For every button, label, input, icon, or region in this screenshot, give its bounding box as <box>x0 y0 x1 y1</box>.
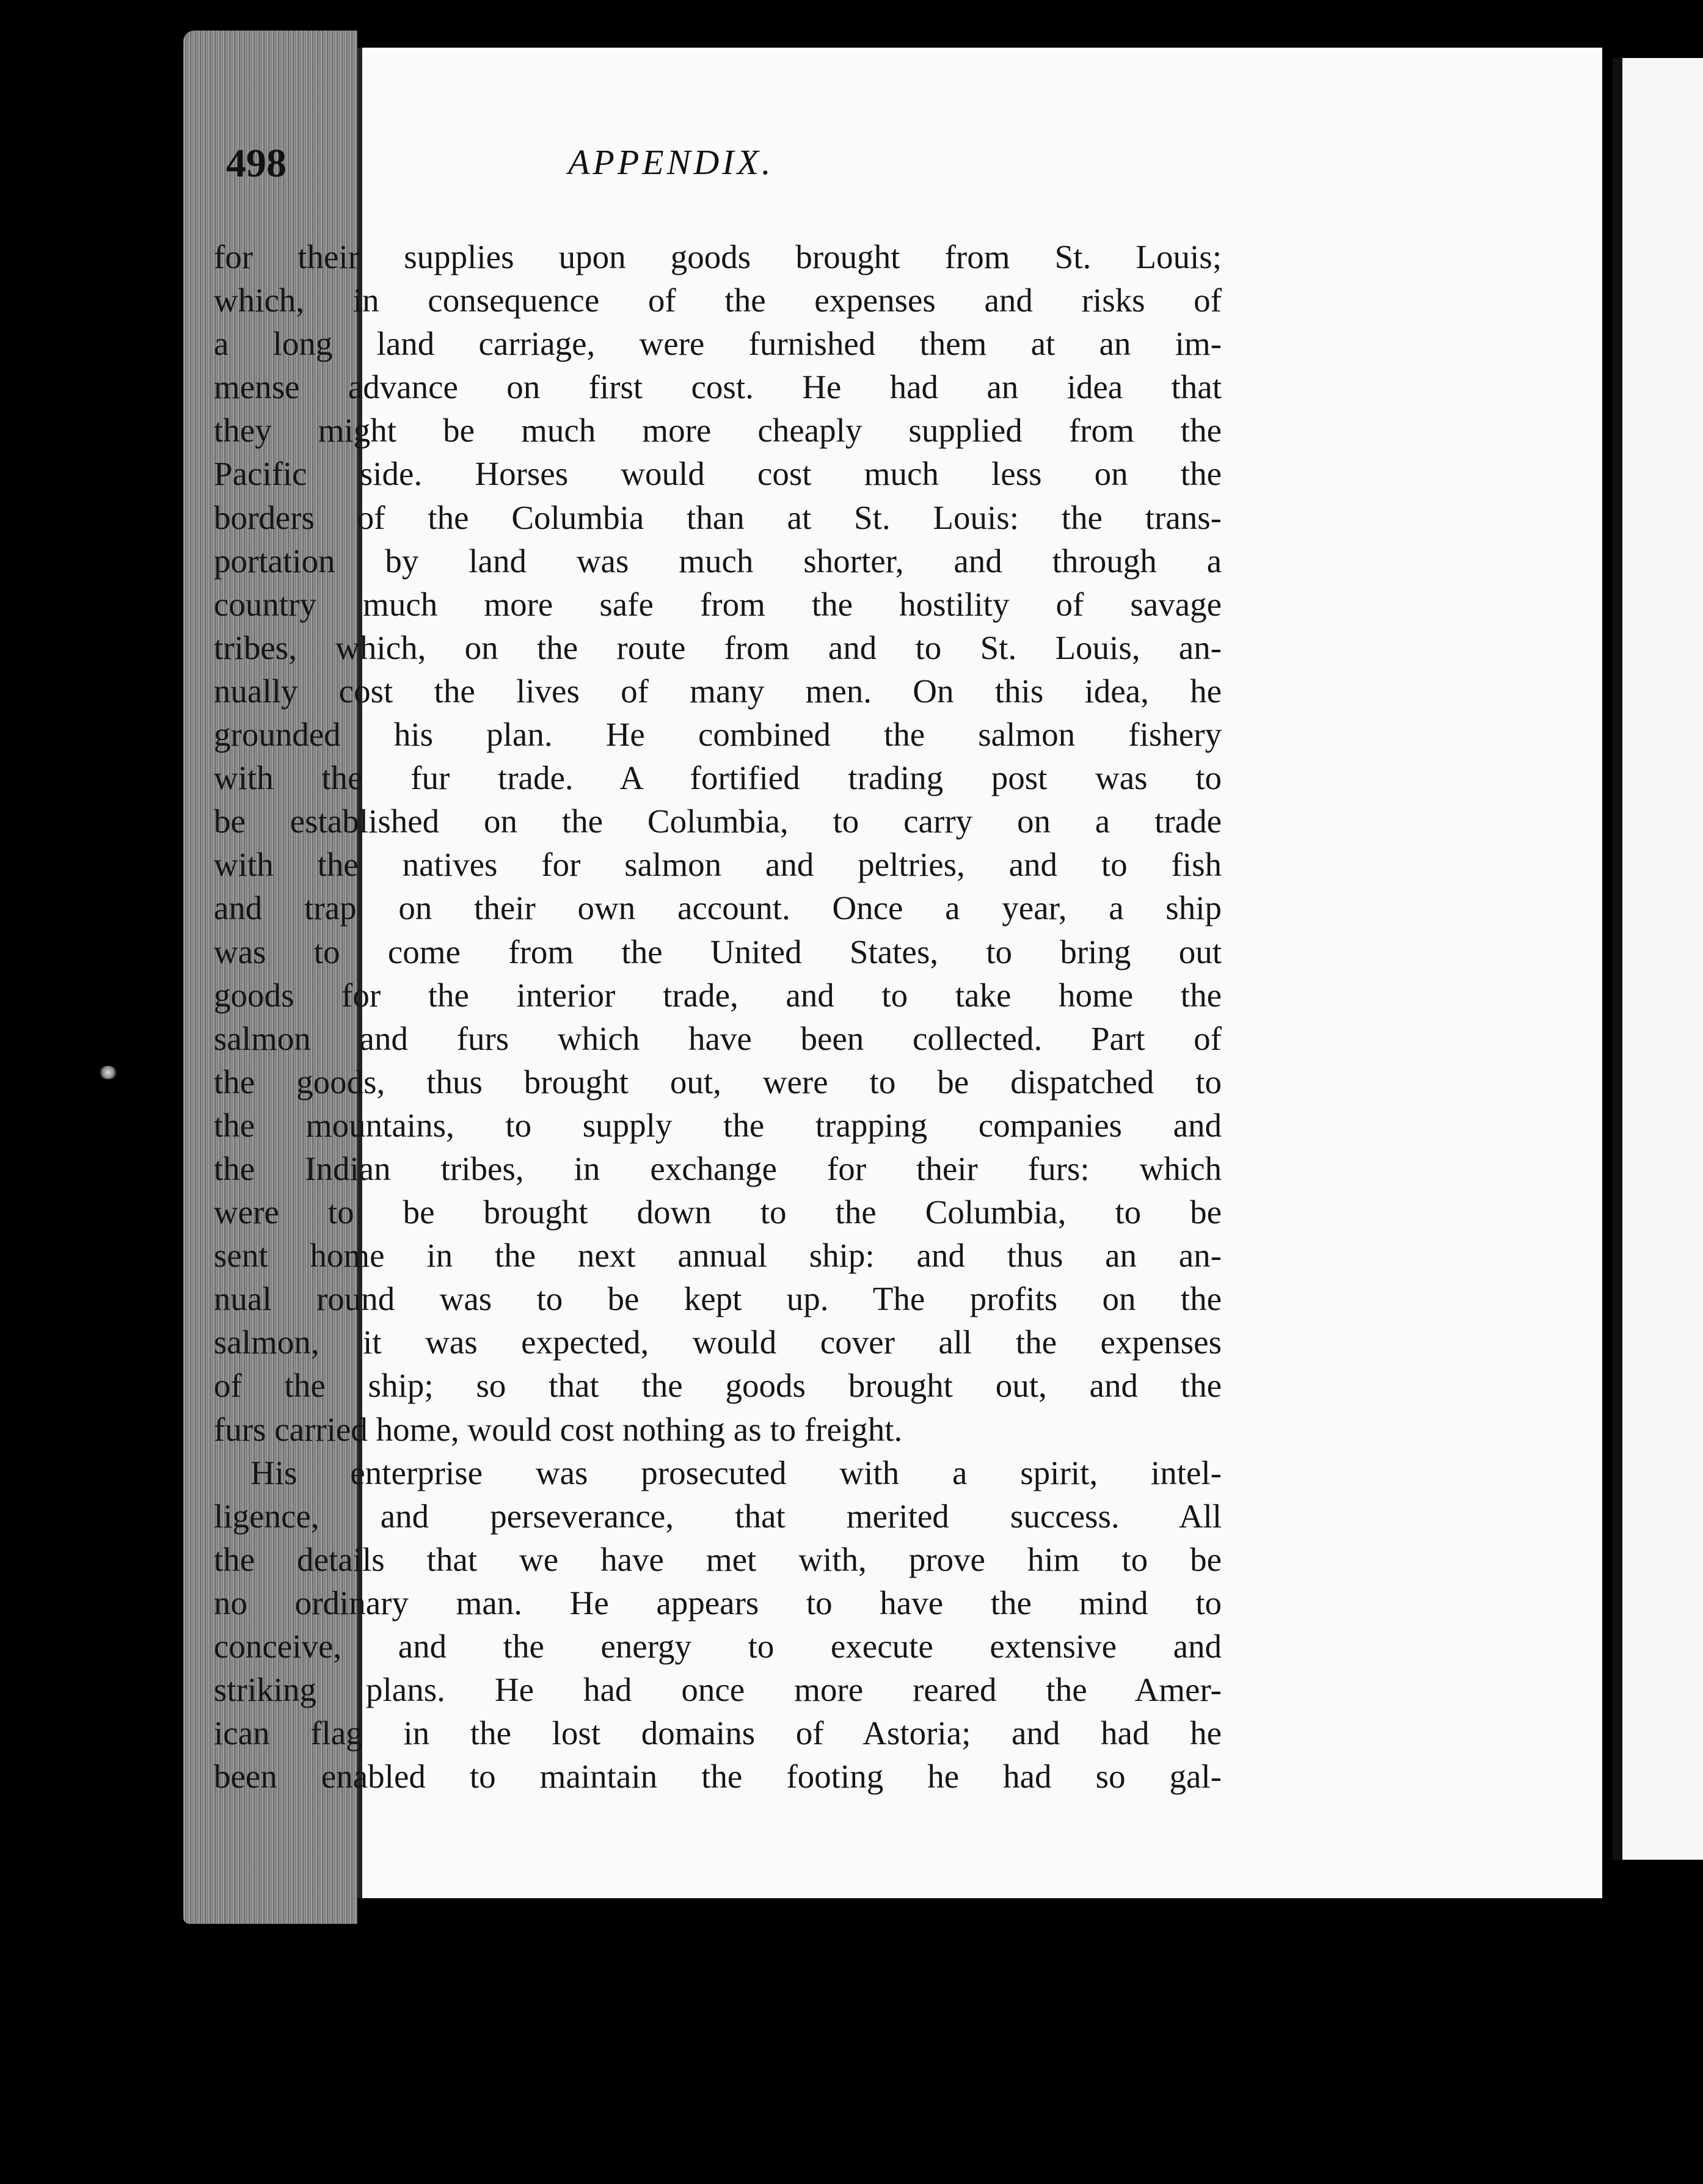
text-line: salmon, it was expected, would cover all the expenses <box>214 1323 1222 1361</box>
text-line: nually cost the lives of many men. On this idea, he <box>214 672 1222 710</box>
page-number: 498 <box>226 141 286 186</box>
text-line: sent home in the next annual ship: and thus an an- <box>214 1237 1222 1275</box>
text-line: conceive, and the energy to execute extensive and <box>214 1628 1222 1665</box>
body-text <box>214 235 1222 1798</box>
scan-speck <box>98 1066 119 1079</box>
text-line: furs carried home, would cost nothing as to freight. <box>214 1410 903 1448</box>
text-line: was to come from the United States, to bring out <box>214 933 1222 970</box>
text-line: the details that we have met with, prove him to be <box>214 1540 1222 1578</box>
text-line: of the ship; so that the goods brought out, and the <box>214 1367 1222 1405</box>
text-line: borders of the Columbia than at St. Louis: the trans- <box>214 498 1222 536</box>
text-line: with the fur trade. A fortified trading post was to <box>214 759 1222 797</box>
text-line: were to be brought down to the Columbia, to be <box>214 1193 1222 1231</box>
text-line: a long land carriage, were furnished them at an im- <box>214 325 1222 363</box>
text-line: mense advance on first cost. He had an idea that <box>214 368 1222 406</box>
text-line: and trap on their own account. Once a year, a ship <box>214 889 1222 927</box>
text-line: portation by land was much shorter, and through a <box>214 542 1222 580</box>
text-line: with the natives for salmon and peltries, and to fish <box>214 846 1222 884</box>
text-line: ligence, and perseverance, that merited success. All <box>214 1497 1222 1535</box>
text-line: goods for the interior trade, and to take home the <box>214 976 1222 1014</box>
text-line: ican flag in the lost domains of Astoria; and had he <box>214 1714 1222 1752</box>
text-line: no ordinary man. He appears to have the mind to <box>214 1584 1222 1622</box>
text-line: His enterprise was prosecuted with a spirit, intel- <box>250 1454 1222 1491</box>
text-line: the Indian tribes, in exchange for their furs: which <box>214 1149 1222 1187</box>
text-line: the goods, thus brought out, were to be dispatched to <box>214 1063 1222 1101</box>
text-line: country much more safe from the hostility of savage <box>214 585 1222 623</box>
text-line: be established on the Columbia, to carry on a trade <box>214 803 1222 840</box>
text-line: nual round was to be kept up. The profits on the <box>214 1280 1222 1318</box>
text-line: they might be much more cheaply supplied from the <box>214 412 1222 450</box>
text-line: been enabled to maintain the footing he had so gal- <box>214 1758 1222 1796</box>
text-line: striking plans. He had once more reared the Amer- <box>214 1671 1222 1709</box>
text-line: the mountains, to supply the trapping companies and <box>214 1106 1222 1144</box>
text-line: for their supplies upon goods brought from St. Louis; <box>214 238 1222 275</box>
text-line: tribes, which, on the route from and to St. Louis, an- <box>214 628 1222 666</box>
text-line: which, in consequence of the expenses and risks of <box>214 282 1222 319</box>
text-line: Pacific side. Horses would cost much less on the <box>214 455 1222 493</box>
facing-page-edge <box>1613 58 1703 1860</box>
text-line: grounded his plan. He combined the salmon fishery <box>214 716 1222 754</box>
text-line: salmon and furs which have been collected. Part of <box>214 1019 1222 1057</box>
page-header <box>226 140 1161 208</box>
running-head: APPENDIX. <box>568 142 774 182</box>
